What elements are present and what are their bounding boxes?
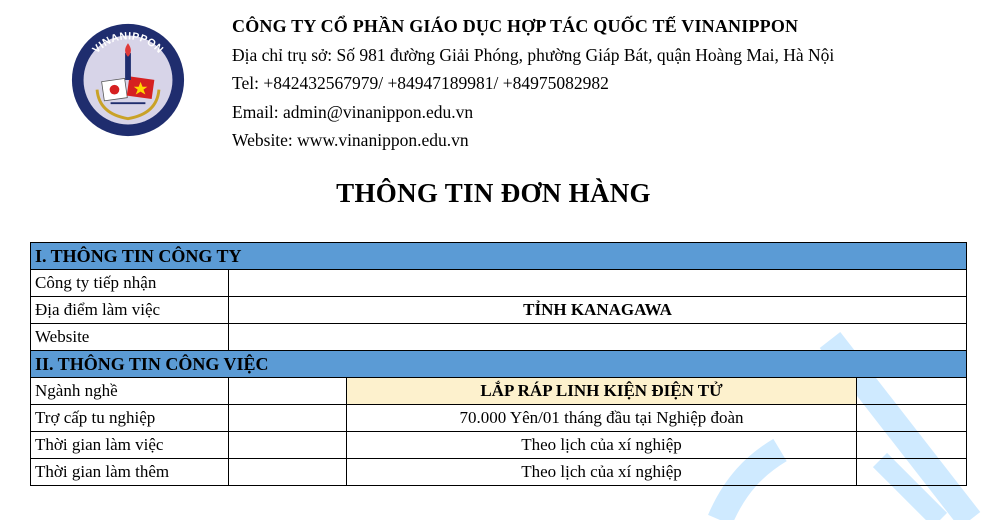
row-value bbox=[229, 270, 967, 297]
row-value: Theo lịch của xí nghiệp bbox=[347, 459, 857, 486]
row-label: Thời gian làm thêm bbox=[31, 459, 229, 486]
company-email: Email: admin@vinanippon.edu.vn bbox=[232, 101, 474, 122]
row-spacer bbox=[229, 432, 347, 459]
row-value: Theo lịch của xí nghiệp bbox=[347, 432, 857, 459]
row-value: LẮP RÁP LINH KIỆN ĐIỆN TỬ bbox=[347, 378, 857, 405]
row-spacer bbox=[857, 432, 967, 459]
company-address: Địa chỉ trụ sở: Số 981 đường Giải Phóng, phường Giáp Bát, quận Hoàng Mai, Hà Nội bbox=[232, 44, 835, 65]
row-spacer bbox=[857, 378, 967, 405]
section-title: II. THÔNG TIN CÔNG VIỆC bbox=[31, 351, 967, 378]
company-tel: Tel: +842432567979/ +84947189981/ +84975082982 bbox=[232, 73, 609, 93]
vinanippon-logo bbox=[70, 22, 186, 138]
table-row bbox=[31, 270, 967, 297]
row-value bbox=[229, 324, 967, 351]
row-label: Địa điểm làm việc bbox=[31, 297, 229, 324]
row-spacer bbox=[857, 459, 967, 486]
row-spacer bbox=[229, 405, 347, 432]
row-spacer bbox=[857, 405, 967, 432]
row-spacer bbox=[229, 378, 347, 405]
table-row bbox=[31, 378, 967, 405]
row-label: Thời gian làm việc bbox=[31, 432, 229, 459]
company-name: CÔNG TY CỔ PHẦN GIÁO DỤC HỢP TÁC QUỐC TẾ VINANIPPON bbox=[232, 16, 799, 36]
row-label: Ngành nghề bbox=[31, 378, 229, 405]
table-row bbox=[31, 297, 967, 324]
section-title: I. THÔNG TIN CÔNG TY bbox=[31, 243, 967, 270]
company-header bbox=[232, 12, 834, 155]
table-row bbox=[31, 405, 967, 432]
table-row bbox=[31, 459, 967, 486]
company-website: Website: www.vinanippon.edu.vn bbox=[232, 130, 469, 150]
row-label: Website bbox=[31, 324, 229, 351]
logo-text: VINANIPPON bbox=[90, 30, 166, 57]
table-row bbox=[31, 432, 967, 459]
order-info-table bbox=[30, 242, 967, 486]
document-title: THÔNG TIN ĐƠN HÀNG bbox=[336, 178, 651, 208]
row-label: Trợ cấp tu nghiệp bbox=[31, 405, 229, 432]
section-header-job bbox=[31, 351, 967, 378]
row-value: TỈNH KANAGAWA bbox=[229, 297, 967, 324]
row-label: Công ty tiếp nhận bbox=[31, 270, 229, 297]
row-value: 70.000 Yên/01 tháng đầu tại Nghiệp đoàn bbox=[347, 405, 857, 432]
table-row bbox=[31, 324, 967, 351]
row-spacer bbox=[229, 459, 347, 486]
section-header-company bbox=[31, 243, 967, 270]
